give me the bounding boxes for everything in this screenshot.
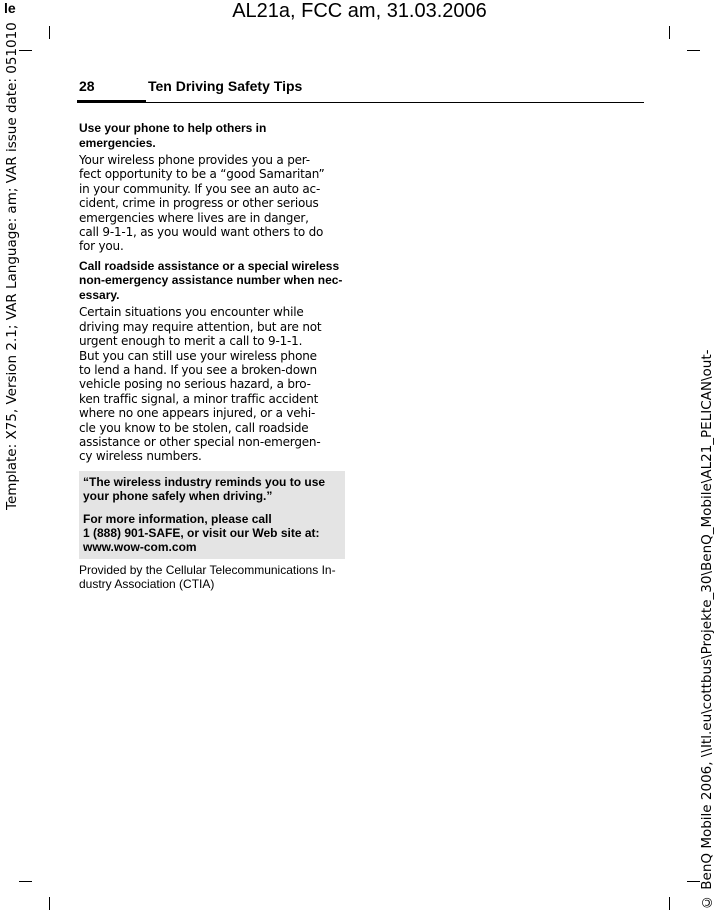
paragraph xyxy=(79,153,345,254)
credit-text xyxy=(79,563,345,591)
credit-line: Provided by the Cellular Telecommunications In- xyxy=(79,562,336,577)
text-line: call 9-1-1, as you would want others to do xyxy=(79,225,324,240)
text-line: driving may require attention, but are not xyxy=(79,319,322,334)
heading-line: Call roadside assistance or a special wireless xyxy=(79,258,340,273)
text-line: cident, crime in progress or other serious xyxy=(79,196,319,211)
template-info-text: Template: X75, Version 2.1; VAR Language: am; VAR issue date: 051010 xyxy=(4,22,20,510)
text-line: vehicle posing no serious hazard, a bro- xyxy=(79,377,311,392)
text-line: Your wireless phone provides you a per- xyxy=(79,153,310,167)
text-line: emergencies where lives are in danger, xyxy=(79,210,309,225)
crop-mark xyxy=(669,897,670,910)
heading-line: non-emergency assistance number when nec- xyxy=(79,273,343,288)
text-line: where no one appears injured, or a vehi- xyxy=(79,406,316,421)
header-rule-thick xyxy=(77,100,146,103)
heading-line: Use your phone to help others in emergencies. xyxy=(79,121,267,150)
text-line: cy wireless numbers. xyxy=(79,449,202,464)
header-rule xyxy=(146,102,644,103)
document-stamp: AL21a, FCC am, 31.03.2006 xyxy=(232,0,487,22)
credit-line: dustry Association (CTIA) xyxy=(79,576,215,591)
paragraph xyxy=(79,305,345,463)
more-info-text xyxy=(83,512,341,554)
text-line: But you can still use your wireless phone xyxy=(79,348,317,363)
info-line: www.wow-com.com xyxy=(83,539,197,554)
industry-quote xyxy=(83,475,341,503)
text-line: fect opportunity to be a “good Samaritan” xyxy=(79,167,325,182)
corner-mark: le xyxy=(4,0,16,16)
copyright-path-text: © BenQ Mobile 2006, \\Itl.eu\cottbus\Projekte_30\BenQ_Mobile\AL21_PELICAN\out- xyxy=(699,349,715,910)
section-heading xyxy=(79,259,345,303)
section-heading xyxy=(79,121,345,150)
info-box xyxy=(79,471,345,559)
text-line: urgent enough to merit a call to 9-1-1. xyxy=(79,334,303,349)
crop-mark xyxy=(19,881,32,882)
text-line: for you. xyxy=(79,239,124,254)
text-line: Certain situations you encounter while xyxy=(79,305,304,320)
info-line: For more information, please call xyxy=(83,511,272,526)
quote-line: “The wireless industry reminds you to use xyxy=(83,474,326,489)
text-line: to lend a hand. If you see a broken-down xyxy=(79,362,317,377)
crop-mark xyxy=(49,897,50,910)
crop-mark xyxy=(669,26,670,39)
heading-line: essary. xyxy=(79,287,120,302)
crop-mark xyxy=(687,50,700,51)
text-line: ken traffic signal, a minor traffic accident xyxy=(79,391,319,406)
page-number: 28 xyxy=(79,78,95,94)
text-line: assistance or other special non-emergen- xyxy=(79,435,321,449)
quote-line: your phone safely when driving.” xyxy=(83,488,273,503)
content-column xyxy=(79,121,345,591)
text-line: cle you know to be stolen, call roadside xyxy=(79,420,309,435)
text-line: in your community. If you see an auto ac- xyxy=(79,181,321,196)
info-line: 1 (888) 901-SAFE, or visit our Web site at: xyxy=(83,525,320,540)
crop-mark xyxy=(49,26,50,39)
running-title: Ten Driving Safety Tips xyxy=(148,78,303,94)
